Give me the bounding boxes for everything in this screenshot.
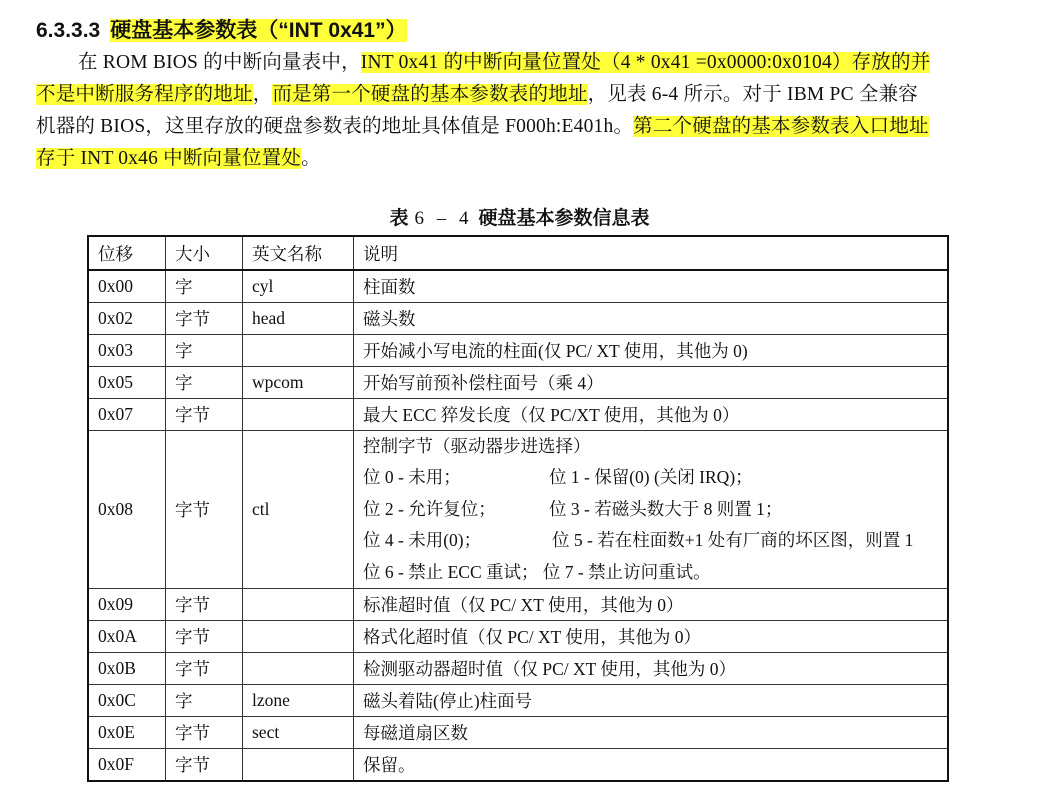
cell-offset: 0x08 <box>88 431 166 589</box>
cell-description: 最大 ECC 猝发长度（仅 PC/XT 使用，其他为 0） <box>354 399 949 431</box>
table-row-ctl <box>88 431 948 589</box>
cell-offset: 0x09 <box>88 588 166 620</box>
cell-size: 字节 <box>166 748 243 781</box>
ctl-bits-2-3 <box>363 494 938 525</box>
cell-offset: 0x0B <box>88 652 166 684</box>
cell-offset: 0x03 <box>88 335 166 367</box>
cell-name: ctl <box>243 431 354 589</box>
section-title: 硬盘基本参数表（“INT 0x41”） <box>110 19 407 42</box>
cell-name <box>243 620 354 652</box>
text-segment: ，见表 6-4 所示。对于 IBM PC 全兼容 <box>587 84 918 105</box>
cell-description-ctl <box>354 431 949 589</box>
cell-name <box>243 335 354 367</box>
header-name: 英文名称 <box>243 236 354 270</box>
text-segment: ， <box>252 84 273 105</box>
cell-offset: 0x00 <box>88 270 166 303</box>
cell-offset: 0x07 <box>88 399 166 431</box>
disk-parameter-table <box>87 235 949 782</box>
cell-name <box>243 652 354 684</box>
ctl-bits-0-1 <box>363 462 938 493</box>
table-row <box>88 716 948 748</box>
cell-offset: 0x0F <box>88 748 166 781</box>
ctl-bit: 位 5 - 若在柱面数+1 处有厂商的坏区图，则置 1 <box>552 530 914 551</box>
table-row <box>88 270 948 303</box>
table-header-row <box>88 236 948 270</box>
cell-description: 磁头数 <box>354 303 949 335</box>
caption-number: 6 – 4 <box>414 208 473 229</box>
section-heading <box>36 16 407 46</box>
ctl-bit: 位 2 - 允许复位； <box>363 498 496 519</box>
table-caption <box>0 205 1039 233</box>
highlighted-text: 存于 INT 0x46 中断向量位置处 <box>36 148 302 169</box>
cell-name: head <box>243 303 354 335</box>
header-offset: 位移 <box>88 236 166 270</box>
paragraph-line-3 <box>36 112 929 141</box>
cell-description: 开始写前预补偿柱面号（乘 4） <box>354 367 949 399</box>
cell-size: 字节 <box>166 431 243 589</box>
cell-name: wpcom <box>243 367 354 399</box>
table-row <box>88 367 948 399</box>
cell-name <box>243 588 354 620</box>
table-row <box>88 303 948 335</box>
ctl-bit: 位 0 - 未用； <box>363 467 461 488</box>
cell-name: sect <box>243 716 354 748</box>
ctl-bit: 位 1 - 保留(0) (关闭 IRQ)； <box>549 467 753 488</box>
cell-size: 字节 <box>166 588 243 620</box>
text-segment: 机器的 BIOS，这里存放的硬盘参数表的地址具体值是 F000h:E401h。 <box>36 116 634 137</box>
text-segment: 在 ROM BIOS 的中断向量表中， <box>78 52 361 73</box>
caption-title: 硬盘基本参数信息表 <box>478 208 650 229</box>
ctl-title: 控制字节（驱动器步进选择） <box>363 436 591 456</box>
cell-name: lzone <box>243 684 354 716</box>
header-size: 大小 <box>166 236 243 270</box>
cell-size: 字 <box>166 684 243 716</box>
highlighted-text: INT 0x41 的中断向量位置处（4 * 0x41 =0x0000:0x0104）存放的并 <box>360 52 931 73</box>
highlighted-text: 而是第一个硬盘的基本参数表的地址 <box>272 84 588 105</box>
header-description: 说明 <box>354 236 949 270</box>
cell-size: 字 <box>166 270 243 303</box>
table-row <box>88 652 948 684</box>
table-row <box>88 620 948 652</box>
cell-offset: 0x0C <box>88 684 166 716</box>
cell-description: 格式化超时值（仅 PC/ XT 使用，其他为 0） <box>354 620 949 652</box>
cell-description: 磁头着陆(停止)柱面号 <box>354 684 949 716</box>
paragraph-line-2 <box>36 80 918 109</box>
table-row <box>88 684 948 716</box>
cell-size: 字节 <box>166 303 243 335</box>
cell-description: 柱面数 <box>354 270 949 303</box>
table-row <box>88 588 948 620</box>
cell-description: 开始减小写电流的柱面(仅 PC/ XT 使用，其他为 0) <box>354 335 949 367</box>
cell-description: 每磁道扇区数 <box>354 716 949 748</box>
ctl-bit: 位 7 - 禁止访问重试。 <box>542 561 711 582</box>
table-row <box>88 748 948 781</box>
cell-name <box>243 399 354 431</box>
ctl-bit: 位 3 - 若磁头数大于 8 则置 1； <box>549 498 783 519</box>
cell-offset: 0x02 <box>88 303 166 335</box>
ctl-bit: 位 6 - 禁止 ECC 重试； <box>363 561 539 582</box>
cell-description: 保留。 <box>354 748 949 781</box>
highlighted-text: 不是中断服务程序的地址 <box>36 84 253 105</box>
paragraph-line-4 <box>36 144 321 173</box>
cell-name: cyl <box>243 270 354 303</box>
cell-offset: 0x0A <box>88 620 166 652</box>
cell-size: 字 <box>166 367 243 399</box>
caption-prefix: 表 <box>389 208 409 229</box>
highlighted-text: 第二个硬盘的基本参数表入口地址 <box>633 116 929 137</box>
cell-size: 字节 <box>166 620 243 652</box>
cell-size: 字节 <box>166 399 243 431</box>
ctl-bits-6-7 <box>363 557 938 588</box>
ctl-bit: 位 4 - 未用(0)； <box>363 530 482 551</box>
section-number: 6.3.3.3 <box>36 19 101 42</box>
cell-description: 标准超时值（仅 PC/ XT 使用，其他为 0） <box>354 588 949 620</box>
cell-description: 检测驱动器超时值（仅 PC/ XT 使用，其他为 0） <box>354 652 949 684</box>
text-segment: 。 <box>301 148 321 169</box>
cell-offset: 0x0E <box>88 716 166 748</box>
cell-offset: 0x05 <box>88 367 166 399</box>
table-row <box>88 335 948 367</box>
cell-name <box>243 748 354 781</box>
cell-size: 字节 <box>166 652 243 684</box>
paragraph-line-1 <box>78 48 930 77</box>
cell-size: 字 <box>166 335 243 367</box>
ctl-bits-4-5 <box>363 525 938 556</box>
cell-size: 字节 <box>166 716 243 748</box>
table-row <box>88 399 948 431</box>
